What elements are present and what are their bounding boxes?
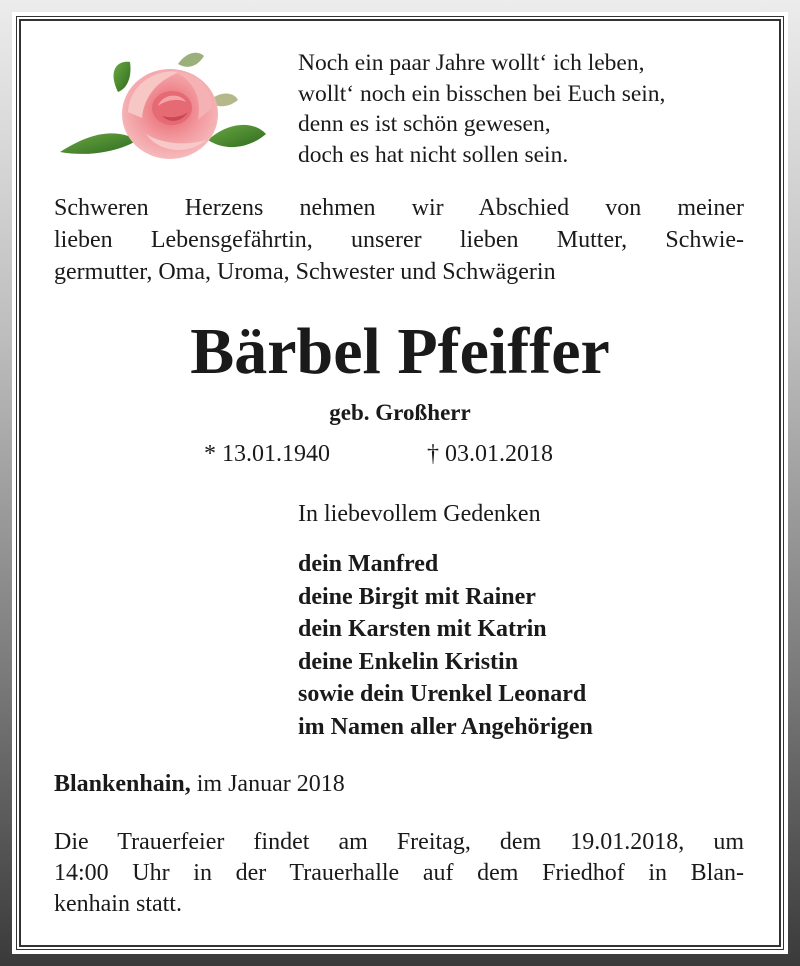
poem-line: wollt‘ noch ein bisschen bei Euch sein, — [298, 80, 666, 107]
poem-line: doch es hat nicht sollen sein. — [298, 141, 569, 168]
funeral-line: kenhain statt. — [54, 891, 182, 917]
death-date: † 03.01.2018 — [427, 441, 553, 467]
mourner: deine Birgit mit Rainer — [298, 583, 536, 610]
place-date — [54, 768, 345, 800]
birth-name: geb. Großherr — [329, 400, 471, 425]
place-town: Blankenhain, — [54, 771, 191, 797]
farewell-line: lieben Lebensgefährtin, unserer lieben Mutter, Schwie- — [54, 227, 744, 253]
mourner: dein Manfred — [298, 551, 439, 577]
mourner: deine Enkelin Kristin — [298, 648, 519, 675]
mourners-list — [298, 548, 593, 744]
farewell-text — [54, 192, 744, 288]
funeral-notice — [54, 827, 744, 920]
mourner: dein Karsten mit Katrin — [298, 616, 547, 643]
birth-date: * 13.01.1940 — [204, 441, 330, 467]
funeral-line: 14:00 Uhr in der Trauerhalle auf dem Friedhof in Blan- — [54, 860, 744, 886]
funeral-line: Die Trauerfeier findet am Freitag, dem 19.01.2018, um — [54, 829, 744, 855]
rose-icon — [58, 42, 268, 167]
farewell-line: Schweren Herzens nehmen wir Abschied von meiner — [54, 195, 744, 221]
farewell-line: germutter, Oma, Uroma, Schwester und Schwägerin — [54, 259, 556, 285]
poem-line: Noch ein paar Jahre wollt‘ ich leben, — [298, 50, 645, 76]
mourner: sowie dein Urenkel Leonard — [298, 681, 587, 708]
poem — [298, 48, 665, 170]
mourner: im Namen aller Angehörigen — [298, 713, 593, 740]
memory-line: In liebevollem Gedenken — [298, 501, 541, 527]
place-month: im Januar 2018 — [196, 771, 345, 797]
obituary-card — [12, 12, 788, 954]
poem-line: denn es ist schön gewesen, — [298, 111, 551, 137]
deceased-name: Bärbel Pfeiffer — [190, 315, 610, 388]
